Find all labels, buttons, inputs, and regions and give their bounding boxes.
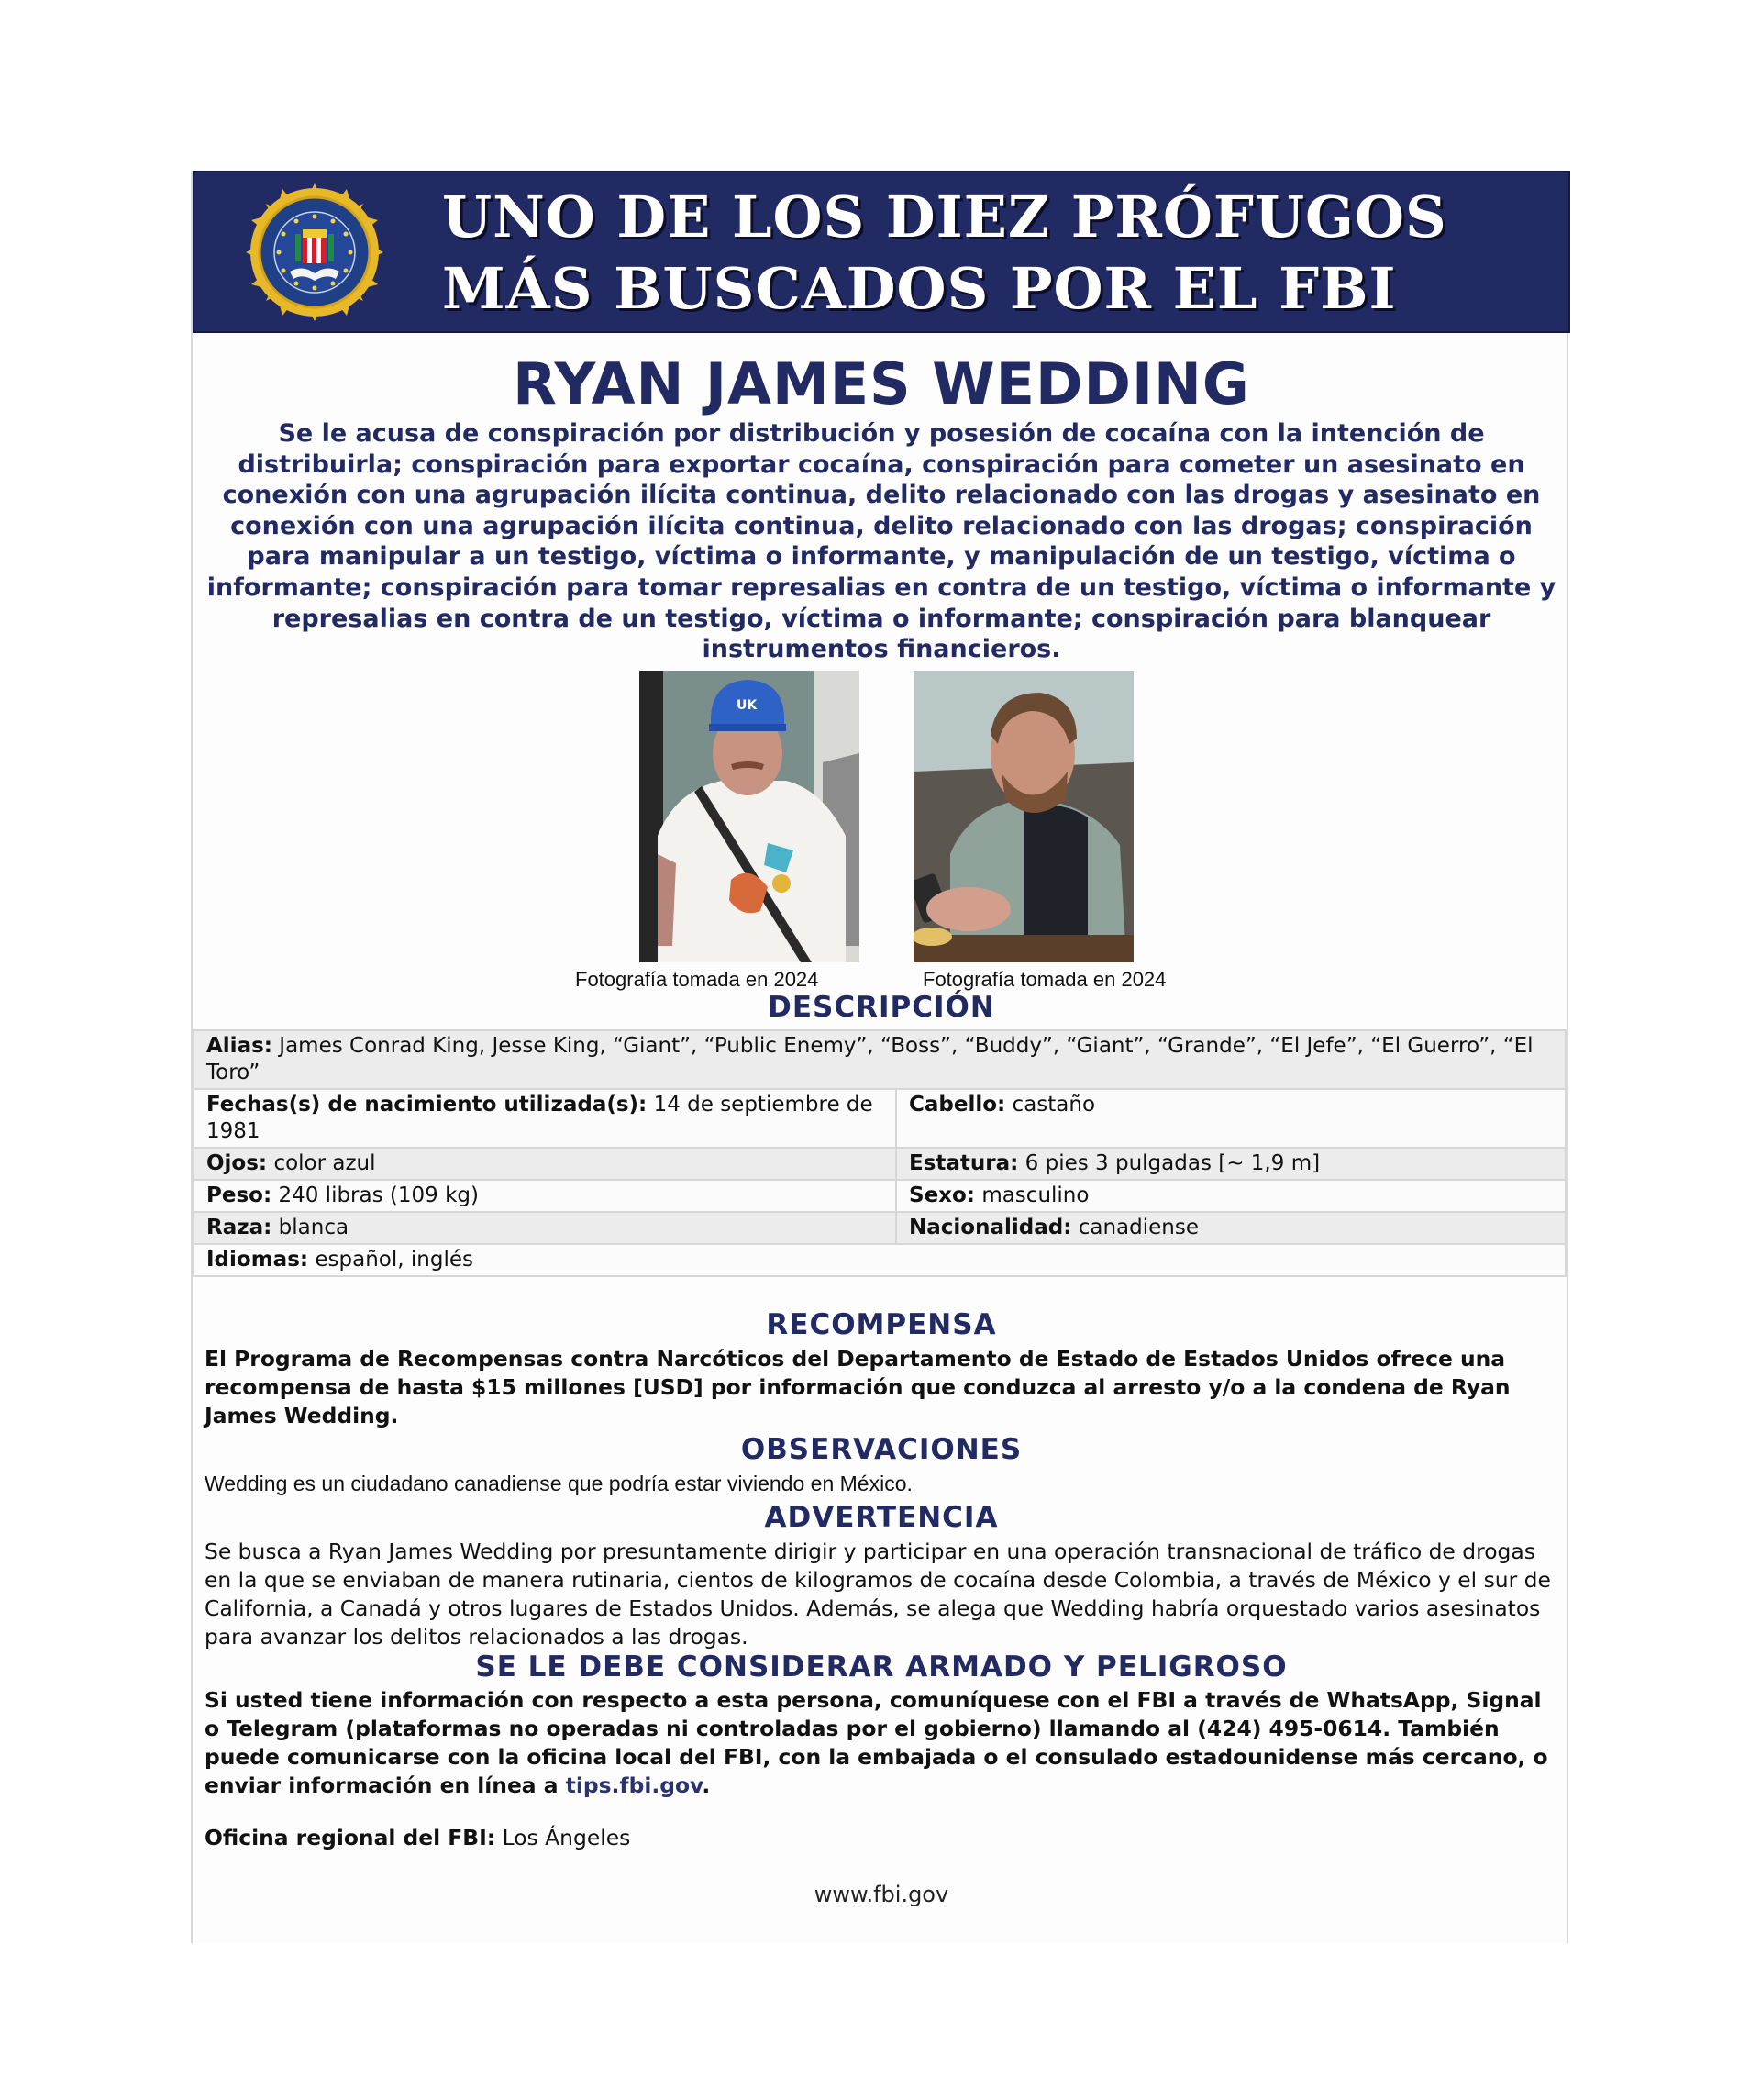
caution-text: Se busca a Ryan James Wedding por presuntamente dirigir y participar en una operación transnacional de tráfico de drogas en la que se enviaban de manera rutinaria, cientos de kilogramos de cocaína desde Colombia, a través de México y el sur de California, a Canadá y otros lugares de Estados Unidos. Además, se alega que Wedding habría orquestado varios asesinatos para avanzar los delitos relacionados a las drogas. bbox=[205, 1539, 1551, 1650]
banner-title bbox=[442, 182, 1543, 325]
description-heading: DESCRIPCIÓN bbox=[768, 991, 995, 1024]
caution-heading: ADVERTENCIA bbox=[764, 1501, 999, 1534]
eyes-cell bbox=[194, 1148, 896, 1180]
field-label: Alias: bbox=[206, 1034, 272, 1058]
field-label: Idiomas: bbox=[206, 1248, 309, 1272]
table-row bbox=[194, 1148, 1566, 1180]
birthdate-cell bbox=[194, 1089, 896, 1148]
field-label: Raza: bbox=[206, 1216, 272, 1239]
contact-text-body: Si usted tiene información con respecto a esta persona, comuníquese con el FBI a través de WhatsApp, Signal o Telegram (plataformas no operadas ni controladas por el gobierno) llamando al (424) 495-0614. También puede comunicarse con la oficina local del FBI, con la embajada o el consulado estadounidense más cercano, o enviar información en línea a bbox=[205, 1687, 1548, 1798]
remarks-text: Wedding es un ciudadano canadiense que podría estar viviendo en México. bbox=[205, 1472, 913, 1495]
field-office-label: Oficina regional del FBI: bbox=[205, 1825, 496, 1850]
field-value: español, inglés bbox=[315, 1248, 473, 1272]
charges-text: Se le acusa de conspiración por distribución y posesión de cocaína con la intención de distribuirla; conspiración para exportar cocaína, conspiración para cometer un asesinato en conexión con una agrupación ilícita continua, delito relacionado con las drogas y asesinato en conexión con una agrupación ilícita continua, delito relacionado con las drogas; conspiración para manipular a un testigo, víctima o informante, y manipulación de un testigo, víctima o informante; conspiración para tomar represalias en contra de un testigo, víctima o informante y represalias en contra de un testigo, víctima o informante; conspiración para blanquear instrumentos financieros. bbox=[206, 419, 1556, 664]
hair-cell bbox=[896, 1089, 1566, 1148]
wanted-poster bbox=[191, 171, 1568, 1943]
fbi-seal-icon bbox=[246, 183, 383, 321]
remarks-heading: OBSERVACIONES bbox=[740, 1433, 1023, 1466]
field-label: Peso: bbox=[206, 1183, 272, 1207]
table-row bbox=[194, 1030, 1566, 1089]
subject-photo-2 bbox=[914, 671, 1134, 962]
field-label: Sexo: bbox=[909, 1183, 975, 1207]
subject-name: RYAN JAMES WEDDING bbox=[513, 350, 1250, 417]
contact-text-end: . bbox=[702, 1772, 711, 1798]
field-label: Fechas(s) de nacimiento utilizada(s): bbox=[206, 1093, 648, 1117]
field-office bbox=[205, 1824, 1560, 1852]
header-banner bbox=[193, 171, 1570, 333]
field-value: color azul bbox=[273, 1151, 376, 1175]
field-label: Ojos: bbox=[206, 1151, 268, 1175]
photo-gallery bbox=[193, 671, 1570, 991]
languages-cell bbox=[194, 1244, 1566, 1276]
contact-text bbox=[205, 1686, 1560, 1800]
photo-figure bbox=[575, 671, 859, 991]
field-value: canadiense bbox=[1078, 1216, 1199, 1239]
photo-caption: Fotografía tomada en 2024 bbox=[575, 968, 819, 991]
field-value: 6 pies 3 pulgadas [~ 1,9 m] bbox=[1024, 1151, 1321, 1175]
table-row bbox=[194, 1089, 1566, 1148]
sex-cell bbox=[896, 1180, 1566, 1212]
field-value: 240 libras (109 kg) bbox=[278, 1183, 479, 1207]
svg-text:UK: UK bbox=[737, 698, 758, 713]
race-cell bbox=[194, 1212, 896, 1244]
field-value: castaño bbox=[1012, 1093, 1096, 1117]
field-value: 14 de septiembre de 1981 bbox=[206, 1093, 873, 1143]
banner-line-1: UNO DE LOS DIEZ PRÓFUGOS bbox=[442, 183, 1447, 250]
table-row bbox=[194, 1180, 1566, 1212]
table-row bbox=[194, 1212, 1566, 1244]
height-cell bbox=[896, 1148, 1566, 1180]
description-table bbox=[193, 1029, 1567, 1277]
subject-photo-1 bbox=[639, 671, 859, 962]
footer-url[interactable]: www.fbi.gov bbox=[814, 1882, 949, 1907]
armed-dangerous-heading: SE LE DEBE CONSIDERAR ARMADO Y PELIGROSO bbox=[475, 1650, 1288, 1683]
field-label: Cabello: bbox=[909, 1093, 1006, 1117]
field-value: James Conrad King, Jesse King, “Giant”, “Public Enemy”, “Boss”, “Buddy”, “Giant”, “Grande”, “El Jefe”, “El Guerro”, “El Toro” bbox=[206, 1034, 1534, 1084]
field-label: Estatura: bbox=[909, 1151, 1019, 1175]
weight-cell bbox=[194, 1180, 896, 1212]
nationality-cell bbox=[896, 1212, 1566, 1244]
field-value: masculino bbox=[981, 1183, 1090, 1207]
reward-heading: RECOMPENSA bbox=[766, 1308, 997, 1341]
table-row bbox=[194, 1244, 1566, 1276]
field-label: Nacionalidad: bbox=[909, 1216, 1072, 1239]
reward-text: El Programa de Recompensas contra Narcóticos del Departamento de Estado de Estados Unidos ofrece una recompensa de hasta $15 millones [USD] por información que conduzca al arresto y/o a la condena de Ryan James Wedding. bbox=[205, 1346, 1511, 1428]
field-value: blanca bbox=[278, 1216, 349, 1239]
banner-line-2: MÁS BUSCADOS POR EL FBI bbox=[442, 255, 1397, 322]
alias-cell bbox=[194, 1030, 1566, 1089]
field-office-value: Los Ángeles bbox=[502, 1825, 631, 1850]
photo-figure bbox=[914, 671, 1167, 991]
tips-link[interactable]: tips.fbi.gov bbox=[565, 1772, 703, 1798]
photo-caption: Fotografía tomada en 2024 bbox=[923, 968, 1167, 991]
